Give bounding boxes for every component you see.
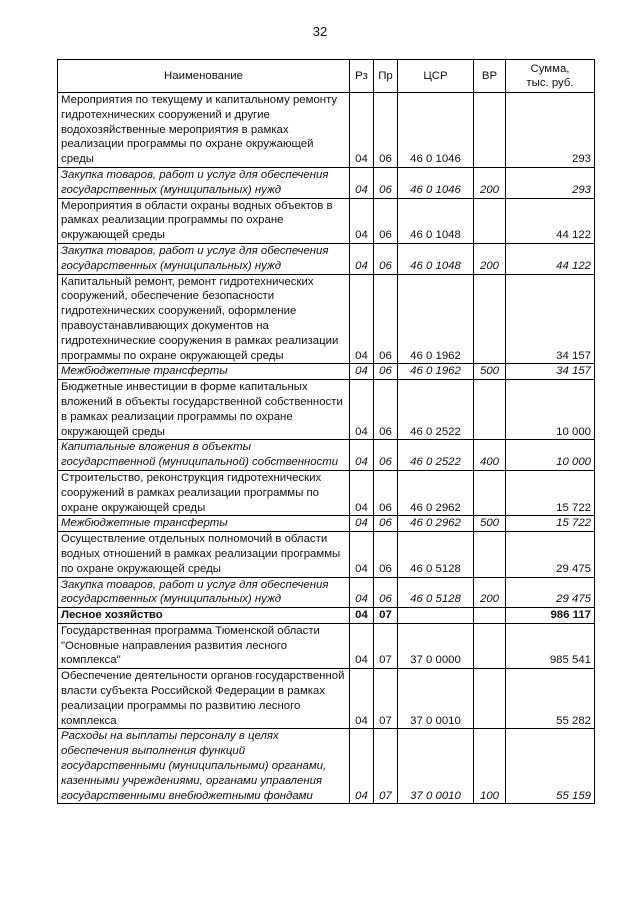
- table-row: [58, 729, 595, 804]
- table-row: [58, 243, 595, 274]
- cell-vr: 500: [474, 364, 506, 380]
- cell-vr: [474, 274, 506, 364]
- cell-csr: 37 0 0000: [398, 623, 474, 668]
- cell-pr: 06: [374, 364, 398, 380]
- cell-name: Бюджетные инвестиции в форме капитальных вложений в объекты государственной собственности в рамках реализации программы по охране окружающей среды: [58, 380, 350, 440]
- table-row: [58, 532, 595, 577]
- cell-pr: 06: [374, 274, 398, 364]
- cell-rz: 04: [350, 577, 374, 608]
- table-row: [58, 669, 595, 729]
- cell-csr: 46 0 1962: [398, 364, 474, 380]
- header-name: Наименование: [58, 60, 350, 93]
- cell-sum: 10 000: [506, 440, 595, 471]
- cell-pr: 06: [374, 440, 398, 471]
- header-csr: ЦСР: [398, 60, 474, 93]
- cell-pr: 06: [374, 198, 398, 243]
- cell-name: Осуществление отдельных полномочий в области водных отношений в рамках реализации программы по охране окружающей среды: [58, 532, 350, 577]
- table-row: [58, 623, 595, 668]
- cell-vr: 500: [474, 516, 506, 532]
- cell-pr: 07: [374, 729, 398, 804]
- cell-name: Закупка товаров, работ и услуг для обеспечения государственных (муниципальных) нужд: [58, 243, 350, 274]
- cell-csr: 37 0 0010: [398, 669, 474, 729]
- header-sum: [506, 60, 595, 93]
- cell-name: Межбюджетные трансферты: [58, 516, 350, 532]
- cell-vr: 200: [474, 167, 506, 198]
- cell-csr: 46 0 1046: [398, 93, 474, 168]
- cell-name: Закупка товаров, работ и услуг для обеспечения государственных (муниципальных) нужд: [58, 577, 350, 608]
- cell-sum: 293: [506, 93, 595, 168]
- cell-sum: 10 000: [506, 380, 595, 440]
- cell-name: Строительство, реконструкция гидротехнических сооружений в рамках реализации программы по охране окружающей среды: [58, 470, 350, 515]
- cell-sum: 15 722: [506, 516, 595, 532]
- cell-sum: 985 541: [506, 623, 595, 668]
- cell-vr: 400: [474, 440, 506, 471]
- cell-csr: 46 0 1048: [398, 198, 474, 243]
- page-number: 32: [312, 24, 328, 39]
- cell-sum: 55 159: [506, 729, 595, 804]
- cell-sum: 29 475: [506, 577, 595, 608]
- cell-vr: 200: [474, 577, 506, 608]
- cell-sum: 34 157: [506, 364, 595, 380]
- table-row: [58, 608, 595, 624]
- cell-name: Расходы на выплаты персоналу в целях обеспечения выполнения функций государственными (муниципальными) органами, казенными учреждениями, органами управления государственными внебюджетными фондами: [58, 729, 350, 804]
- cell-vr: [474, 198, 506, 243]
- cell-csr: 46 0 2522: [398, 440, 474, 471]
- cell-vr: [474, 470, 506, 515]
- header-sum-line1: Сумма,: [530, 63, 570, 75]
- table-row: [58, 93, 595, 168]
- cell-rz: 04: [350, 516, 374, 532]
- cell-sum: 29 475: [506, 532, 595, 577]
- cell-vr: [474, 669, 506, 729]
- cell-rz: 04: [350, 608, 374, 624]
- table-row: [58, 364, 595, 380]
- cell-rz: 04: [350, 167, 374, 198]
- cell-rz: 04: [350, 93, 374, 168]
- cell-csr: 46 0 5128: [398, 577, 474, 608]
- cell-name: Лесное хозяйство: [58, 608, 350, 624]
- cell-vr: [474, 93, 506, 168]
- cell-name: Мероприятия по текущему и капитальному ремонту гидротехнических сооружений и другие водохозяйственные мероприятия в рамках реализации программы по охране окружающей среды: [58, 93, 350, 168]
- cell-vr: [474, 623, 506, 668]
- header-vr: ВР: [474, 60, 506, 93]
- cell-csr: 46 0 1962: [398, 274, 474, 364]
- cell-pr: 06: [374, 243, 398, 274]
- cell-name: Обеспечение деятельности органов государственной власти субъекта Российской Федерации в рамках реализации программы по развитию лесного комплекса: [58, 669, 350, 729]
- cell-vr: 100: [474, 729, 506, 804]
- cell-rz: 04: [350, 364, 374, 380]
- table-row: [58, 440, 595, 471]
- cell-sum: 55 282: [506, 669, 595, 729]
- table-row: [58, 198, 595, 243]
- cell-vr: [474, 532, 506, 577]
- cell-pr: 06: [374, 532, 398, 577]
- cell-pr: 06: [374, 167, 398, 198]
- table-row: [58, 516, 595, 532]
- cell-csr: 46 0 2962: [398, 470, 474, 515]
- cell-sum: 44 122: [506, 198, 595, 243]
- table-row: [58, 577, 595, 608]
- cell-name: Капитальные вложения в объекты государственной (муниципальной) собственности: [58, 440, 350, 471]
- table-row: [58, 380, 595, 440]
- cell-rz: 04: [350, 440, 374, 471]
- header-sum-line2: тыс. руб.: [526, 77, 574, 89]
- cell-rz: 04: [350, 669, 374, 729]
- cell-sum: 34 157: [506, 274, 595, 364]
- cell-pr: 06: [374, 516, 398, 532]
- cell-pr: 06: [374, 470, 398, 515]
- cell-csr: 46 0 1046: [398, 167, 474, 198]
- cell-sum: 293: [506, 167, 595, 198]
- header-pr: Пр: [374, 60, 398, 93]
- cell-csr: 46 0 1048: [398, 243, 474, 274]
- cell-sum: 44 122: [506, 243, 595, 274]
- cell-pr: 07: [374, 669, 398, 729]
- cell-csr: [398, 608, 474, 624]
- cell-name: Капитальный ремонт, ремонт гидротехнических сооружений, обеспечение безопасности гидротехнических сооружений, оформление правоустанавливающих документов на гидротехнические сооружения в рамках реализации программы по охране окружающей среды: [58, 274, 350, 364]
- cell-pr: 07: [374, 623, 398, 668]
- cell-pr: 06: [374, 380, 398, 440]
- table-row: [58, 274, 595, 364]
- cell-name: Межбюджетные трансферты: [58, 364, 350, 380]
- table-header-row: [58, 60, 595, 93]
- budget-table: [57, 59, 595, 804]
- table-row: [58, 167, 595, 198]
- cell-rz: 04: [350, 729, 374, 804]
- header-rz: Рз: [350, 60, 374, 93]
- cell-name: Государственная программа Тюменской области "Основные направления развития лесного комплекса": [58, 623, 350, 668]
- cell-vr: [474, 380, 506, 440]
- cell-pr: 06: [374, 577, 398, 608]
- cell-csr: 46 0 2962: [398, 516, 474, 532]
- cell-vr: [474, 608, 506, 624]
- cell-rz: 04: [350, 274, 374, 364]
- cell-name: Мероприятия в области охраны водных объектов в рамках реализации программы по охране окружающей среды: [58, 198, 350, 243]
- cell-csr: 46 0 2522: [398, 380, 474, 440]
- cell-sum: 986 117: [506, 608, 595, 624]
- cell-rz: 04: [350, 380, 374, 440]
- cell-pr: 06: [374, 93, 398, 168]
- table-row: [58, 470, 595, 515]
- cell-csr: 37 0 0010: [398, 729, 474, 804]
- cell-name: Закупка товаров, работ и услуг для обеспечения государственных (муниципальных) нужд: [58, 167, 350, 198]
- cell-pr: 07: [374, 608, 398, 624]
- cell-vr: 200: [474, 243, 506, 274]
- cell-sum: 15 722: [506, 470, 595, 515]
- cell-rz: 04: [350, 532, 374, 577]
- cell-rz: 04: [350, 470, 374, 515]
- cell-rz: 04: [350, 198, 374, 243]
- cell-rz: 04: [350, 243, 374, 274]
- cell-rz: 04: [350, 623, 374, 668]
- cell-csr: 46 0 5128: [398, 532, 474, 577]
